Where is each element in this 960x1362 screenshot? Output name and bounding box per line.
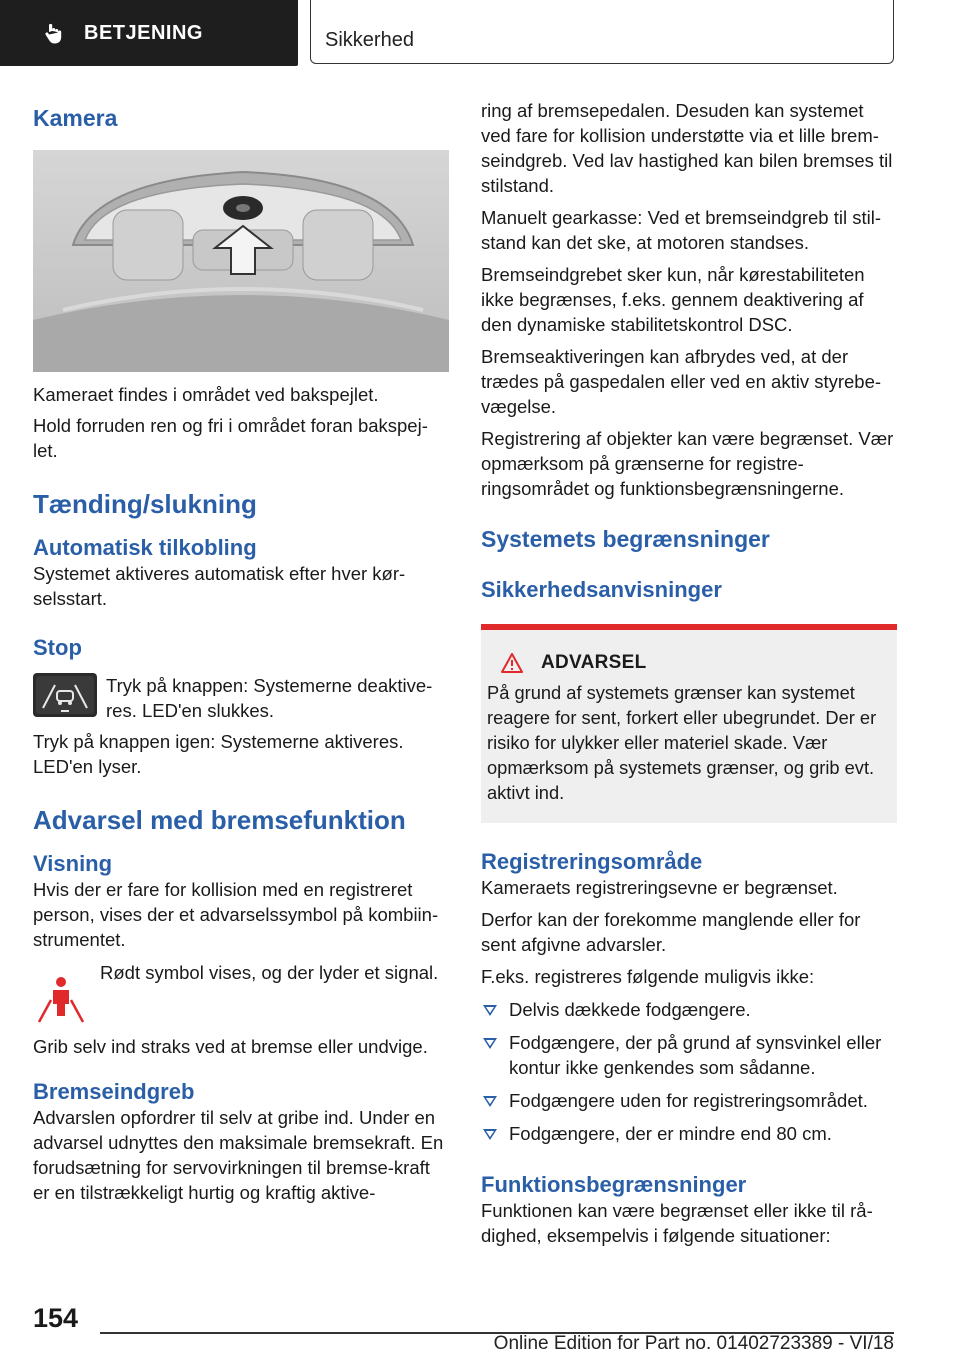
page-header bbox=[0, 0, 960, 66]
registrering-heading: Registreringsområde bbox=[481, 849, 703, 874]
warning-box bbox=[481, 624, 897, 823]
kamera-heading: Kamera bbox=[33, 105, 118, 131]
signal-text: Rødt symbol vises, og der lyder et signal. bbox=[100, 962, 439, 983]
sikkerhed-heading: Sikkerhedsanvisninger bbox=[481, 577, 722, 602]
systemets-heading: Systemets begrænsninger bbox=[481, 526, 770, 552]
list-item: Fodgængere, der er mindre end 80 cm. bbox=[481, 1121, 897, 1146]
pedestrian-warning-icon bbox=[33, 960, 89, 1024]
list-item: Fodgængere, der på grund af synsvinkel eller kontur ikke genkendes som sådanne. bbox=[481, 1030, 897, 1080]
hand-pointer-icon bbox=[42, 20, 68, 46]
camera-photo bbox=[33, 150, 449, 372]
list-item: Fodgængere uden for registreringsområdet. bbox=[481, 1088, 897, 1113]
stop-text-1: Tryk på knappen: Systemerne deaktive‐res. LED'en slukkes. bbox=[106, 675, 433, 721]
bremseindgreb-text: Advarslen opfordrer til selv at gribe ind. Under en advarsel udnyttes den maksimale bremsekraft. En forudsætning for servovirkningen til bremse‐kraft er en tilstrækkeligt hurtig og kraftig aktive‐ bbox=[33, 1107, 444, 1203]
stop-heading: Stop bbox=[33, 635, 82, 660]
registrering-text-3: F.eks. registreres følgende muligvis ikke: bbox=[481, 966, 815, 987]
visning-text: Hvis der er fare for kollision med en registreret person, vises der et advarselssymbol på kombiin‐strumentet. bbox=[33, 879, 439, 950]
bremseindgreb-heading: Bremseindgreb bbox=[33, 1079, 195, 1104]
section-tab bbox=[310, 0, 894, 64]
stop-row bbox=[33, 673, 449, 723]
warning-text: På grund af systemets grænser kan systemet reagere for sent, forkert eller ubegrundet. Der er risiko for ulykker eller materiel skade. Vær opmærksom på systemets grænser, og grib evt. aktivt ind. bbox=[487, 682, 877, 803]
kamera-text-2: Hold forruden ren og fri i området foran bakspej‐let. bbox=[33, 415, 428, 461]
warning-triangle-icon bbox=[501, 653, 523, 673]
bullet-triangle-icon bbox=[483, 1096, 497, 1107]
list-item: Delvis dækkede fodgængere. bbox=[481, 997, 897, 1022]
right-text-4: Bremseaktiveringen kan afbrydes ved, at der trædes på gaspedalen eller ved en aktiv styrebe‐vægelse. bbox=[481, 346, 882, 417]
funktion-heading: Funktionsbegrænsninger bbox=[481, 1172, 747, 1197]
advarsel-heading: Advarsel med bremsefunktion bbox=[33, 805, 406, 835]
right-text-2: Manuelt gearkasse: Ved et bremseindgreb til stil‐stand kan det ske, at motoren standses. bbox=[481, 207, 882, 253]
bullet-triangle-icon bbox=[483, 1129, 497, 1140]
grib-text: Grib selv ind straks ved at bremse eller undvige. bbox=[33, 1036, 428, 1057]
edition-text: Online Edition for Part no. 01402723389 - VI/18 bbox=[493, 1333, 894, 1354]
right-column bbox=[481, 98, 897, 1248]
kamera-text-1: Kameraet findes i området ved bakspejlet. bbox=[33, 384, 379, 405]
limitations-list bbox=[481, 997, 897, 1146]
registrering-text-1: Kameraets registreringsevne er begrænset. bbox=[481, 877, 838, 898]
stop-text-2: Tryk på knappen igen: Systemerne aktiveres. LED'en lyser. bbox=[33, 731, 404, 777]
collision-warning-button-icon bbox=[33, 673, 97, 717]
auto-text: Systemet aktiveres automatisk efter hver kør‐selsstart. bbox=[33, 563, 406, 609]
rear-window-illustration bbox=[33, 150, 449, 372]
warning-title: ADVARSEL bbox=[541, 652, 647, 673]
warning-title-row bbox=[501, 652, 883, 674]
page-number: 154 bbox=[33, 1303, 79, 1333]
auto-heading: Automatisk tilkobling bbox=[33, 535, 257, 560]
taending-heading: Tænding/slukning bbox=[33, 489, 257, 519]
chapter-tab bbox=[0, 0, 298, 66]
registrering-text-2: Derfor kan der forekomme manglende eller for sent afgivne advarsler. bbox=[481, 909, 861, 955]
bullet-triangle-icon bbox=[483, 1038, 497, 1049]
right-text-3: Bremseindgrebet sker kun, når kørestabiliteten ikke begrænses, f.eks. gennem deaktivering af den dynamiske stabilitetskontrol DSC. bbox=[481, 264, 865, 335]
signal-row bbox=[33, 960, 449, 1024]
right-text-1: ring af bremsepedalen. Desuden kan systemet ved fare for kollision understøtte via et lille brem‐seindgreb. Ved lav hastighed kan bilen bremses til stilstand. bbox=[481, 100, 893, 196]
chapter-label: BETJENING bbox=[84, 21, 203, 44]
visning-heading: Visning bbox=[33, 851, 113, 876]
funktion-text: Funktionen kan være begrænset eller ikke til rå‐dighed, eksempelvis i følgende situationer: bbox=[481, 1200, 873, 1246]
bullet-triangle-icon bbox=[483, 1005, 497, 1016]
right-text-5: Registrering af objekter kan være begrænset. Vær opmærksom på grænserne for registre‐ringsområdet og funktionsbegrænsningerne. bbox=[481, 428, 894, 499]
section-label: Sikkerhed bbox=[325, 29, 414, 51]
left-column bbox=[33, 98, 449, 1205]
